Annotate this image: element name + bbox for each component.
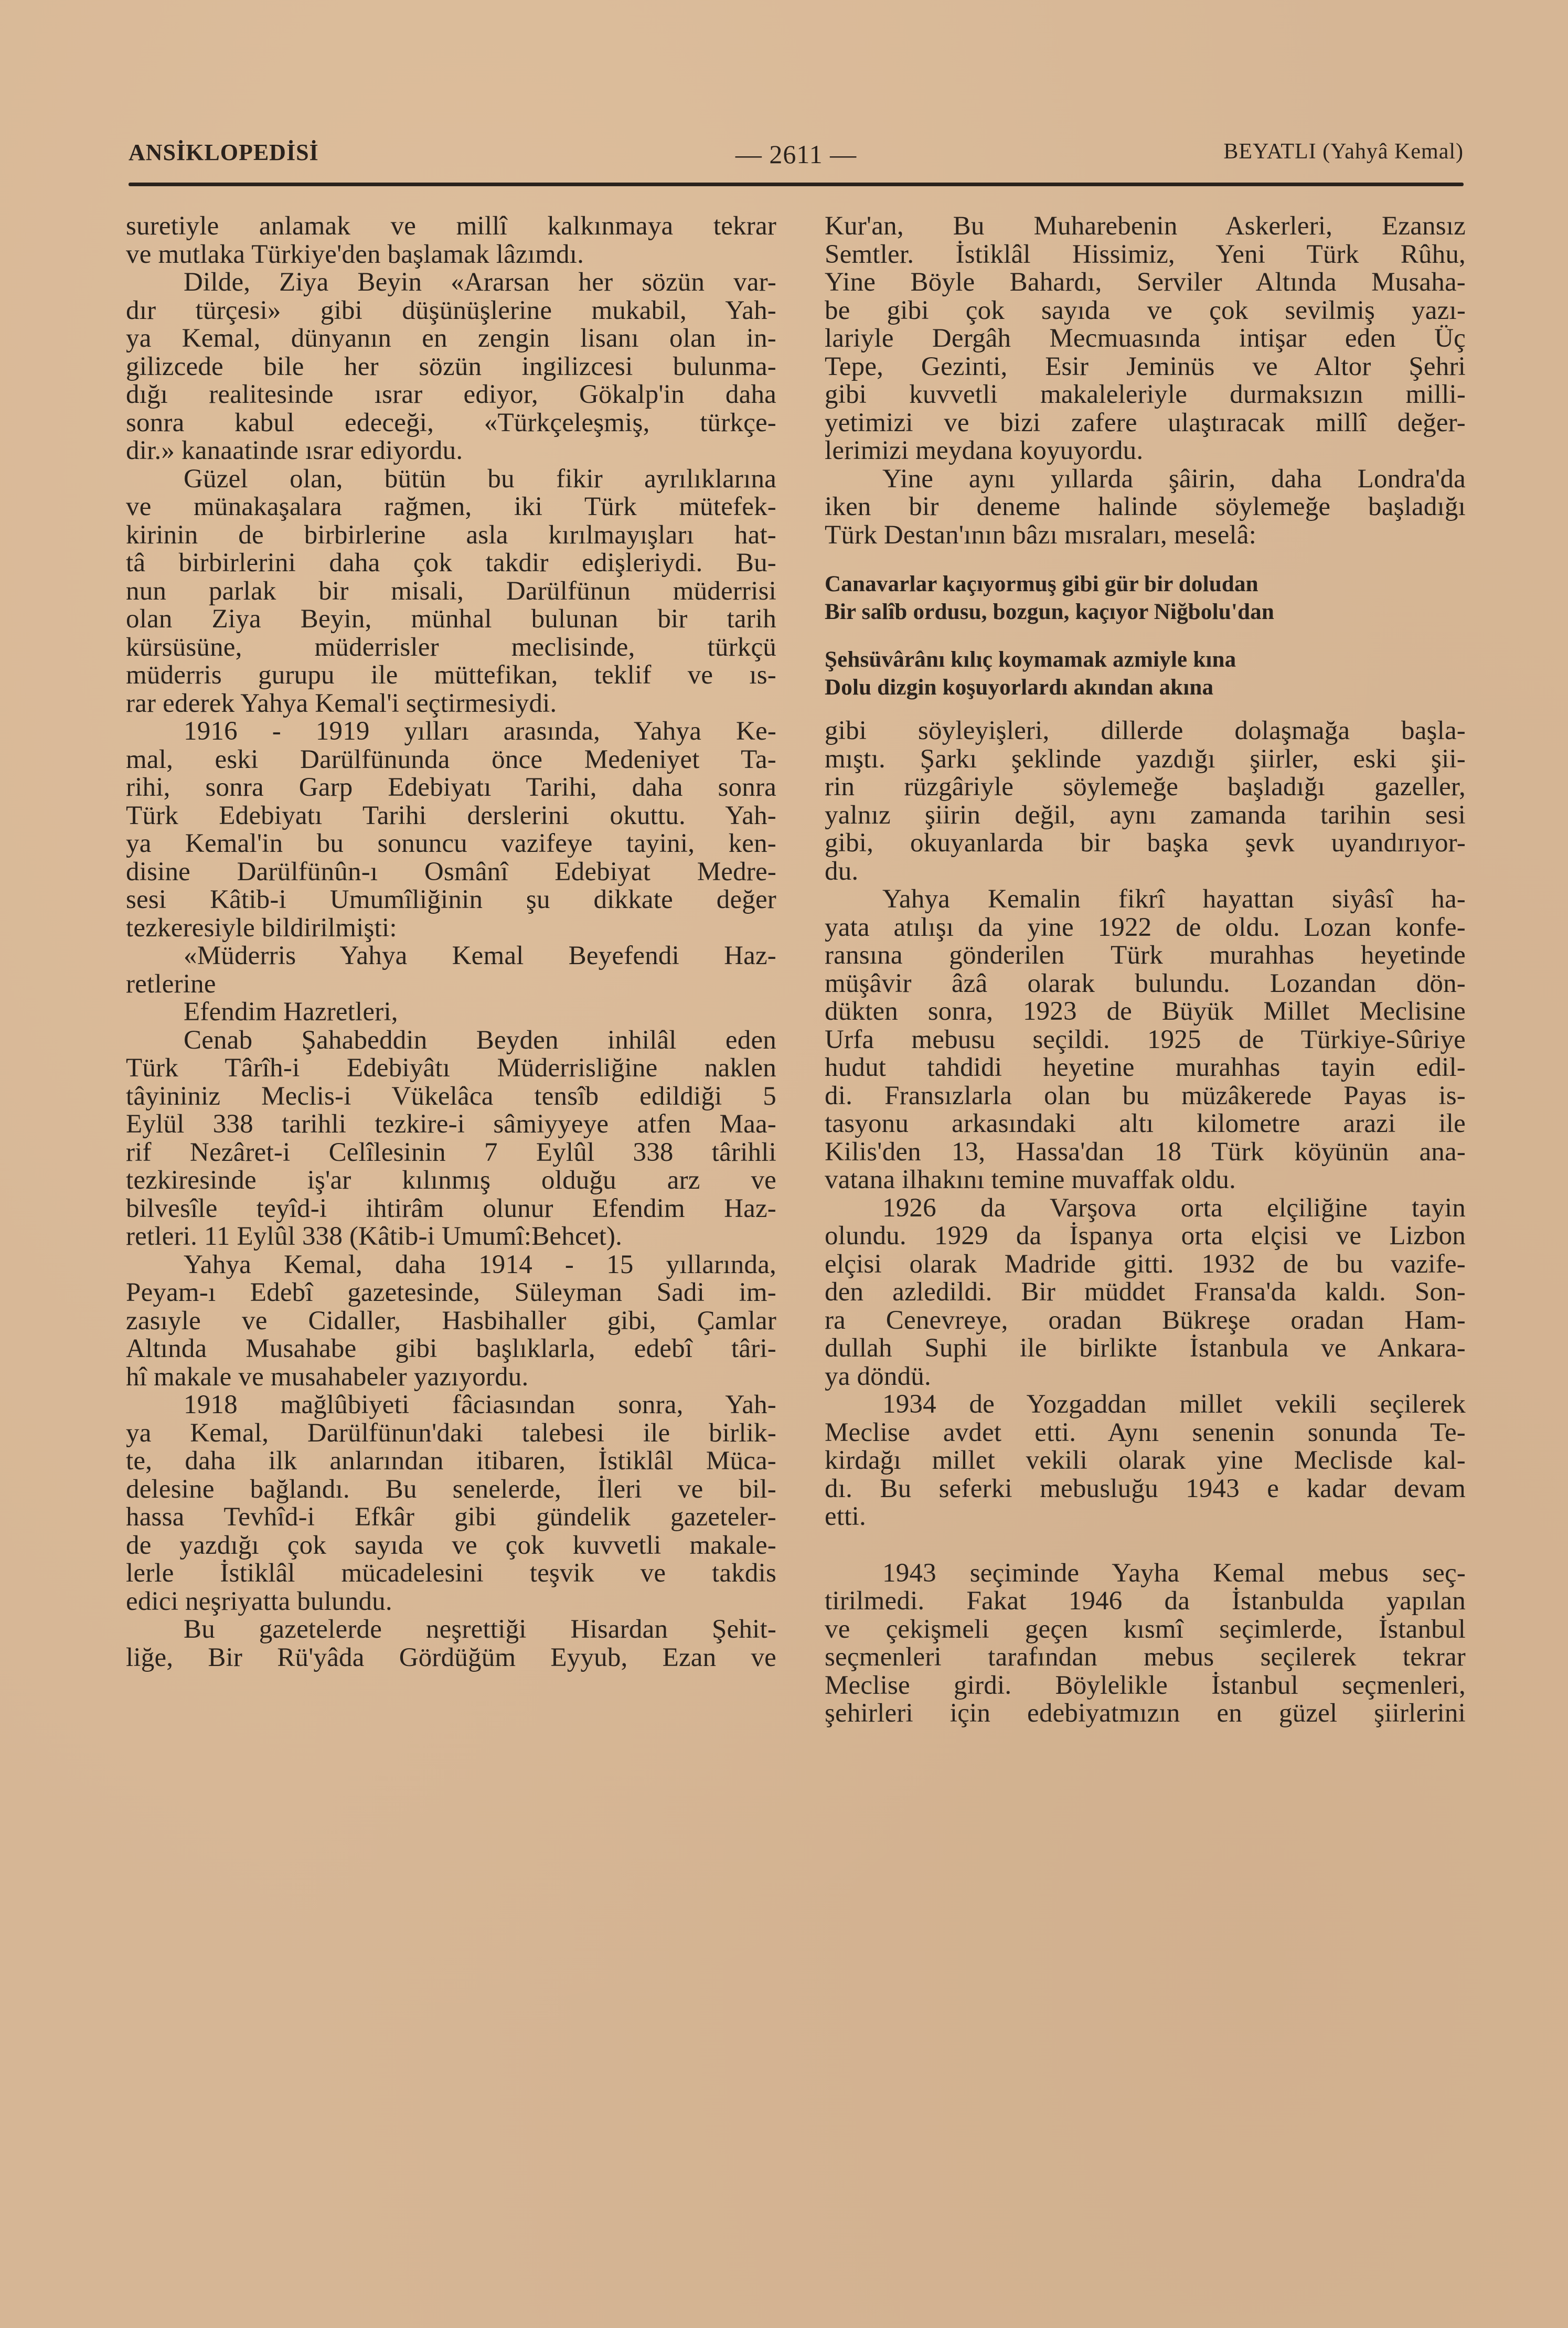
text-line: liğe, Bir Rü'yâda Gördüğüm Eyyub, Ezan ve [126,1642,776,1672]
text-line: lerimizi meydana koyuyordu. [825,436,1144,465]
text-line: dı. Bu seferki mebusluğu 1943 e kadar devam [825,1473,1466,1503]
right-column-after-verse [825,717,1466,1728]
text-line: hudut tahdidi heyetine murahhas tayin edil- [825,1053,1466,1082]
text-line: edici neşriyatta bulundu. [126,1586,392,1616]
text-line: hassa Tevhîd-i Efkâr gibi gündelik gazeteler- [126,1502,776,1532]
header-entry-title: BEYATLI (Yahyâ Kemal) [1223,140,1464,164]
header-encyclopedia-title: ANSİKLOPEDİSİ [129,140,319,165]
text-line: Tepe, Gezinti, Esir Jeminüs ve Altor Şehri [825,351,1466,381]
text-line: rin rüzgâriyle söylemeğe başladığı gazeller, [825,772,1466,802]
text-line: retlerine [126,969,216,999]
running-header [129,129,1464,170]
text-line: Kilis'den 13, Hassa'dan 18 Türk köyünün ana- [825,1137,1466,1167]
text-line: ya döndü. [825,1361,931,1391]
text-line: de yazdığı çok sayıda ve çok kuvvetli makale- [126,1530,776,1560]
verse-line: Dolu dizgin koşuyorlardı akından akına [825,675,1214,700]
text-line: Yine Böyle Bahardı, Serviler Altında Musaha- [825,268,1466,297]
text-line: tâyininiz Meclis-i Vükelâca tensîb edildiği 5 [126,1081,776,1111]
text-line: di. Fransızlarla olan bu müzâkerede Payas is- [825,1081,1466,1110]
paragraph [126,1251,776,1392]
text-line: gilizcede bile her sözün ingilizcesi bulunma- [126,351,776,381]
paragraph [825,717,1466,885]
text-line: rihi, sonra Garp Edebiyatı Tarihi, daha sonra [126,773,776,802]
paragraph [126,942,776,998]
paragraph [126,465,776,718]
paragraph [126,212,776,269]
text-line: ransına gönderilen Türk murahhas heyetinde [825,941,1466,970]
verse-couplet [825,646,1466,701]
text-line: Türk Târîh-i Edebiyâtı Müderrisliğine naklen [126,1053,776,1083]
text-line: kürsüsüne, müderrisler meclisinde, türkçü [126,632,776,662]
text-line: Bu gazetelerde neşrettiği Hisardan Şehit- [184,1615,776,1644]
text-line: lariyle Dergâh Mecmuasında intişar eden Üç [825,324,1466,353]
text-line: retleri. 11 Eylûl 338 (Kâtib-i Umumî:Behcet). [126,1222,623,1251]
text-line: Eylül 338 tarihli tezkire-i sâmiyyeye atfen Maa- [126,1109,776,1139]
text-line: sesi Kâtib-i Umumîliğinin şu dikkate değer [126,885,776,914]
text-line: ya Kemal, dünyanın en zengin lisanı olan in- [126,324,776,353]
text-line: yata atılışı da yine 1922 de oldu. Lozan konfe- [825,912,1466,942]
left-column [126,212,776,1672]
text-line: ra Cenevreye, oradan Bükreşe oradan Ham- [825,1305,1466,1335]
text-line: ve mutlaka Türkiye'den başlamak lâzımdı. [126,239,584,269]
text-line: Urfa mebusu seçildi. 1925 de Türkiye-Sûriye [825,1024,1466,1054]
text-line: ya Kemal'in bu sonuncu vazifeye tayini, ken- [126,829,776,858]
text-line: 1934 de Yozgaddan millet vekili seçilerek [882,1390,1466,1419]
text-line: olan Ziya Beyin, münhal bulunan bir tarih [126,604,776,634]
text-line: Türk Edebiyatı Tarihi derslerini okuttu. Yah- [126,800,776,830]
text-line: müderris gurupu ile müttefikan, teklif ve ıs- [126,660,776,690]
text-line: Semtler. İstiklâl Hissimiz, Yeni Türk Rûhu, [825,239,1466,269]
text-line: gibi kuvvetli makaleleriyle durmaksızın milli- [825,380,1466,409]
text-line: Efendim Hazretleri, [184,997,398,1027]
text-line: müşâvir âzâ olarak bulundu. Lozandan dön- [825,968,1466,998]
text-line: du. [825,856,859,886]
text-line: lerle İstiklâl mücadelesini teşvik ve takdis [126,1558,776,1588]
text-line: «Müderris Yahya Kemal Beyefendi Haz- [184,941,776,970]
text-line: iken bir deneme halinde söylemeğe başladığı [825,492,1466,521]
text-line: dullah Suphi ile birlikte İstanbula ve Ankara- [825,1333,1466,1363]
text-line: bilvesîle teyîd-i ihtirâm olunur Efendim Haz- [126,1193,776,1223]
text-line: etti. [825,1502,866,1531]
paragraph [126,1391,776,1616]
text-line: dığı realitesinde ısrar ediyor, Gökalp'in daha [126,380,776,409]
text-line: ya Kemal, Darülfünun'daki talebesi ile birlik- [126,1418,776,1448]
text-line: Yahya Kemalin fikrî hayattan siyâsî ha- [882,884,1466,914]
text-line: gibi söyleyişleri, dillerde dolaşmağa başla- [825,716,1466,745]
text-line: olundu. 1929 da İspanya orta elçisi ve Lizbon [825,1221,1466,1251]
text-line: tâ birbirlerini daha çok takdir edişleriydi. Bu- [126,548,776,578]
right-column [825,212,1466,1728]
verse-line: Bir salîb ordusu, bozgun, kaçıyor Niğbolu'dan [825,600,1274,624]
text-line: Cenab Şahabeddin Beyden inhilâl eden [184,1025,776,1055]
text-line: 1916 - 1919 yılları arasında, Yahya Ke- [184,717,776,746]
text-line: delesine bağlandı. Bu senelerde, İleri ve bil- [126,1474,776,1504]
header-rule [129,183,1464,186]
text-line: be gibi çok sayıda ve çok sevilmiş yazı- [825,295,1466,325]
text-line: tezkeresiyle bildirilmişti: [126,913,397,943]
text-line: te, daha ilk anlarından itibaren, İstiklâl Müca- [126,1446,776,1476]
text-line: 1918 mağlûbiyeti fâciasından sonra, Yah- [184,1390,776,1419]
text-line: zasıyle ve Cidaller, Hasbihaller gibi, Çamlar [126,1306,776,1336]
text-line: gibi, okuyanlarda bir başka şevk uyandırıyor- [825,828,1466,858]
text-line: ve münakaşalara rağmen, iki Türk mütefek- [126,492,776,521]
text-line: hî makale ve musahabeler yazıyordu. [126,1362,529,1392]
text-line: Türk Destan'ının bâzı mısraları, meselâ: [825,520,1257,550]
text-line: nun parlak bir misali, Darülfünun müderrisi [126,576,776,606]
paragraph [825,1560,1466,1728]
paragraph [126,998,776,1027]
text-line: suretiyle anlamak ve millî kalkınmaya tekrar [126,211,776,241]
text-line: seçmenleri tarafından mebus seçilerek tekrar [825,1642,1466,1672]
paragraph [126,269,776,465]
text-line: Güzel olan, bütün bu fikir ayrılıklarına [184,464,776,494]
text-line: 1943 seçiminde Yayha Kemal mebus seç- [882,1558,1466,1588]
text-line: dükten sonra, 1923 de Büyük Millet Meclisine [825,997,1466,1026]
text-line: ve çekişmeli geçen kısmî seçimlerde, İstanbul [825,1614,1466,1644]
verse-line: Şehsüvârânı kılıç koymamak azmiyle kına [825,647,1236,672]
text-line: Yine aynı yıllarda şâirin, daha Londra'da [882,464,1466,494]
right-column-before-verse [825,212,1466,549]
text-line: kirinin de birbirlerine asla kırılmayışları hat- [126,520,776,550]
text-line: mal, eski Darülfünunda önce Medeniyet Ta- [126,744,776,774]
text-line: yalnız şiirin değil, aynı zamanda tarihin sesi [825,800,1466,830]
paragraph [825,1194,1466,1391]
text-line: Meclise girdi. Böylelikle İstanbul seçmenleri, [825,1670,1466,1700]
paragraph [825,212,1466,465]
text-line: Yahya Kemal, daha 1914 - 15 yıllarında, [184,1250,776,1279]
text-line: tirilmedi. Fakat 1946 da İstanbulda yapılan [825,1586,1466,1616]
text-line: Peyam-ı Edebî gazetesinde, Süleyman Sadi im- [126,1278,776,1307]
text-line: dır türçesi» gibi düşünüşlerine mukabil, Yah- [126,295,776,325]
text-line: rif Nezâret-i Celîlesinin 7 Eylûl 338 târihli [126,1137,776,1167]
paragraph [126,718,776,942]
text-line: dir.» kanaatinde ısrar ediyordu. [126,436,463,465]
text-line: yetimizi ve bizi zafere ulaştıracak millî değer- [825,408,1466,437]
text-line: Altında Musahabe gibi başlıklarla, edebî târi- [126,1334,776,1363]
text-line: elçisi olarak Madride gitti. 1932 de bu vazife- [825,1249,1466,1279]
paragraph [126,1616,776,1672]
text-line: disine Darülfünûn-ı Osmânî Edebiyat Medre- [126,857,776,887]
text-line: tasyonu arkasındaki altı kilometre arazi ile [825,1109,1466,1138]
text-line: şehirleri için edebiyatmızın en güzel şiirlerini [825,1699,1466,1728]
paragraph [825,465,1466,550]
verse-couplet [825,570,1466,626]
verse-line: Canavarlar kaçıyormuş gibi gür bir doludan [825,572,1258,596]
verse-quotation [825,570,1466,701]
paragraph-spacer [825,1531,1466,1560]
text-line: rar ederek Yahya Kemal'i seçtirmesiydi. [126,688,557,718]
paragraph [825,885,1466,1194]
page-number: — 2611 — [735,140,857,169]
text-line: Meclise avdet etti. Aynı senenin sonunda Te- [825,1417,1466,1447]
text-line: 1926 da Varşova orta elçiliğine tayin [882,1193,1466,1223]
paragraph [825,1391,1466,1531]
text-line: Kur'an, Bu Muharebenin Askerleri, Ezansız [825,211,1466,241]
text-line: vatana ilhakını temine muvaffak oldu. [825,1165,1236,1194]
text-line: den azledildi. Bir müddet Fransa'da kaldı. Son- [825,1277,1466,1307]
text-line: sonra kabul edeceği, «Türkçeleşmiş, türkçe- [126,408,776,437]
paragraph [126,1027,776,1251]
text-line: tezkiresinde iş'ar kılınmış olduğu arz ve [126,1166,776,1195]
text-line: mıştı. Şarkı şeklinde yazdığı şiirler, eski şii- [825,744,1466,774]
text-line: kirdağı millet vekili olarak yine Meclisde kal- [825,1446,1466,1475]
text-line: Dilde, Ziya Beyin «Ararsan her sözün var- [184,268,776,297]
